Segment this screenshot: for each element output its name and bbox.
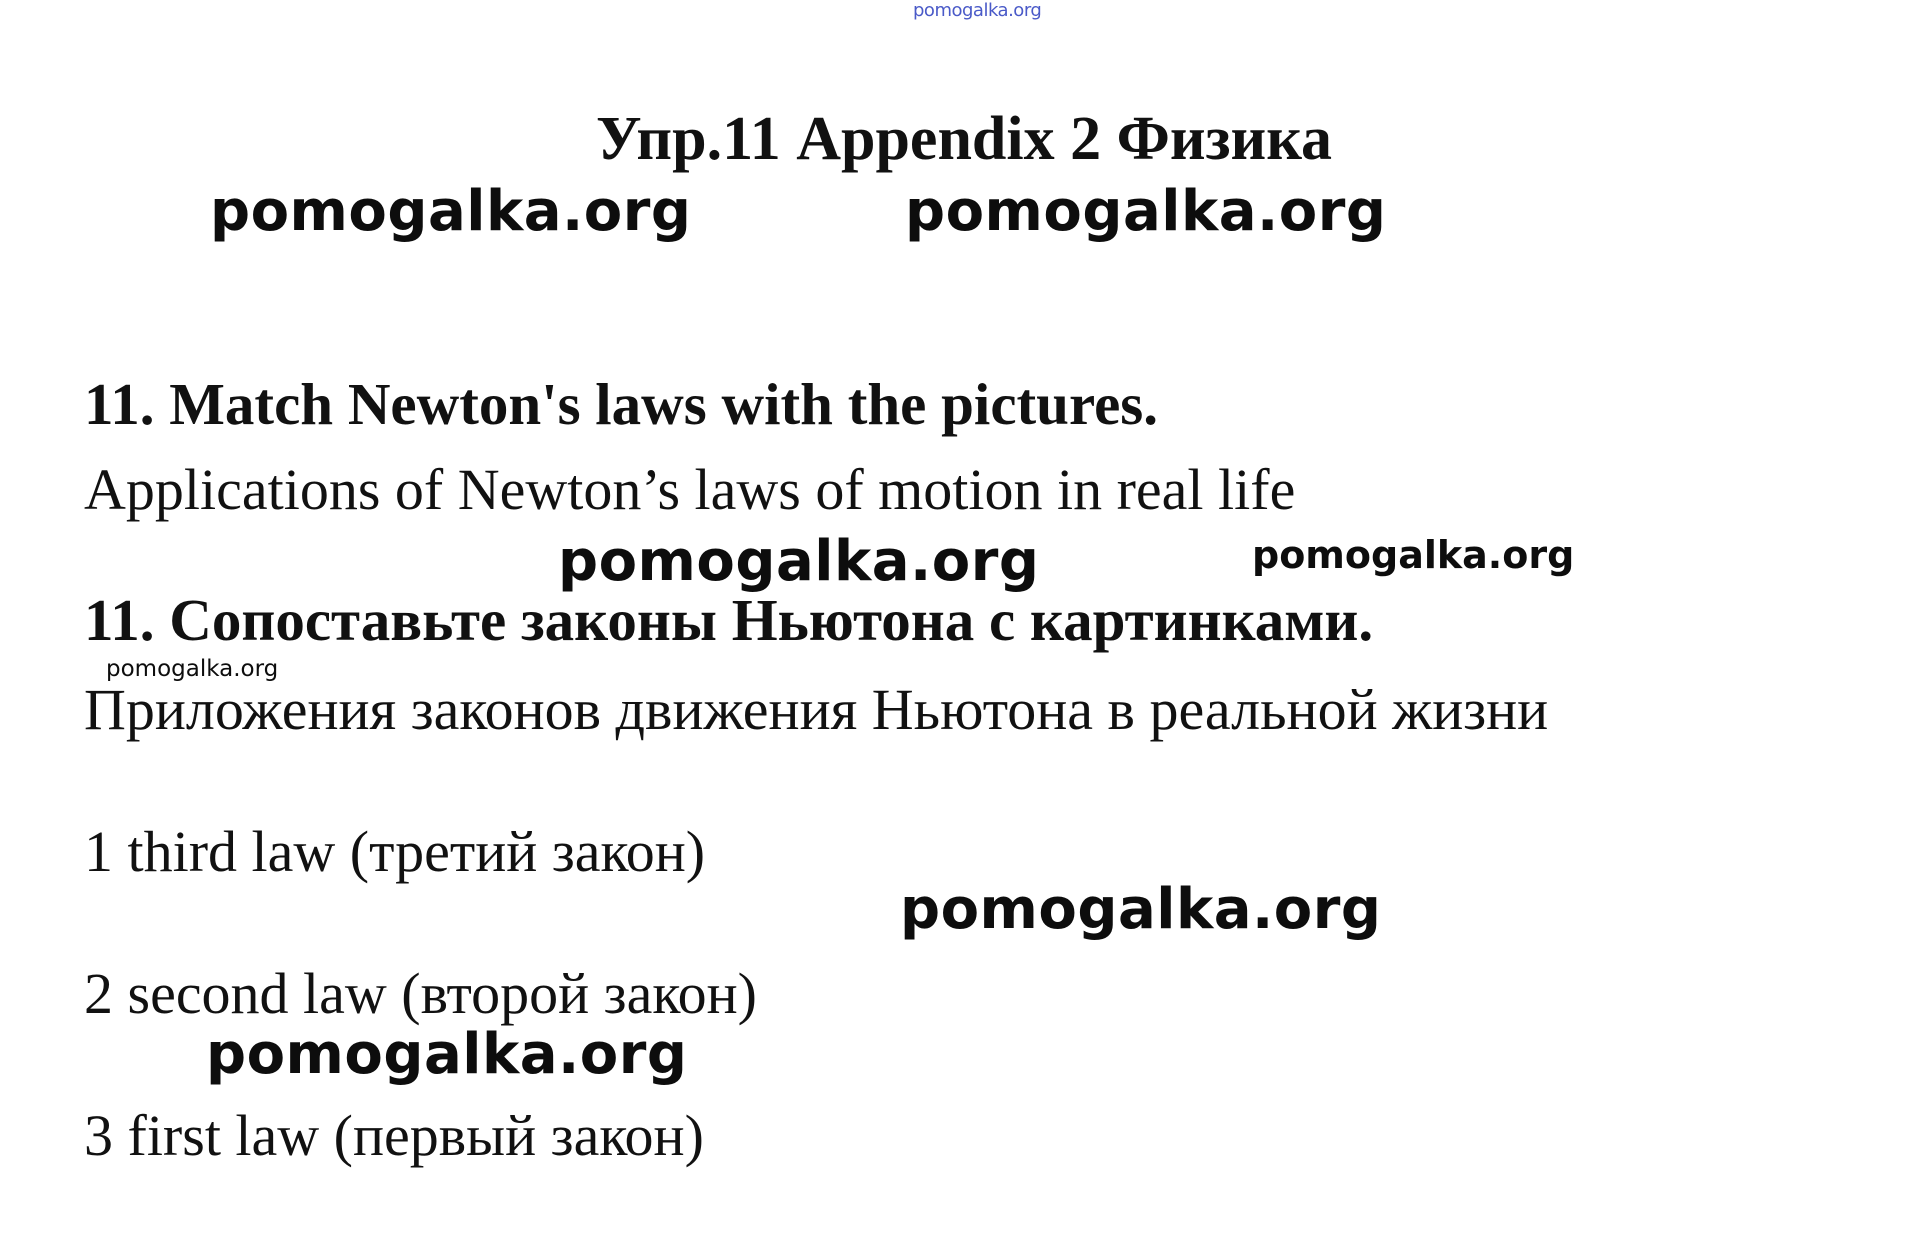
task-heading-ru: 11. Сопоставьте законы Ньютона с картинками. bbox=[84, 587, 1374, 653]
answer-item-1: 1 third law (третий закон) bbox=[84, 819, 706, 884]
answer-item-2: 2 second law (второй закон) bbox=[84, 961, 757, 1026]
subtitle-en: Applications of Newton’s laws of motion in real life bbox=[84, 457, 1296, 522]
watermark-mid-right: pomogalka.org bbox=[1252, 533, 1575, 577]
watermark-mid-center: pomogalka.org bbox=[558, 529, 1040, 594]
subtitle-ru: Приложения законов движения Ньютона в реальной жизни bbox=[84, 677, 1549, 742]
watermark-title-left: pomogalka.org bbox=[210, 179, 692, 244]
watermark-top: pomogalka.org bbox=[913, 0, 1042, 21]
answer-item-3: 3 first law (первый закон) bbox=[84, 1103, 704, 1168]
watermark-law1-right: pomogalka.org bbox=[900, 877, 1382, 942]
watermark-left-small: pomogalka.org bbox=[106, 656, 279, 682]
task-heading-en: 11. Match Newton's laws with the pictures. bbox=[84, 371, 1158, 437]
watermark-law2-below: pomogalka.org bbox=[206, 1022, 688, 1087]
page-title: Упр.11 Appendix 2 Физика bbox=[596, 105, 1333, 173]
watermark-title-right: pomogalka.org bbox=[905, 179, 1387, 244]
